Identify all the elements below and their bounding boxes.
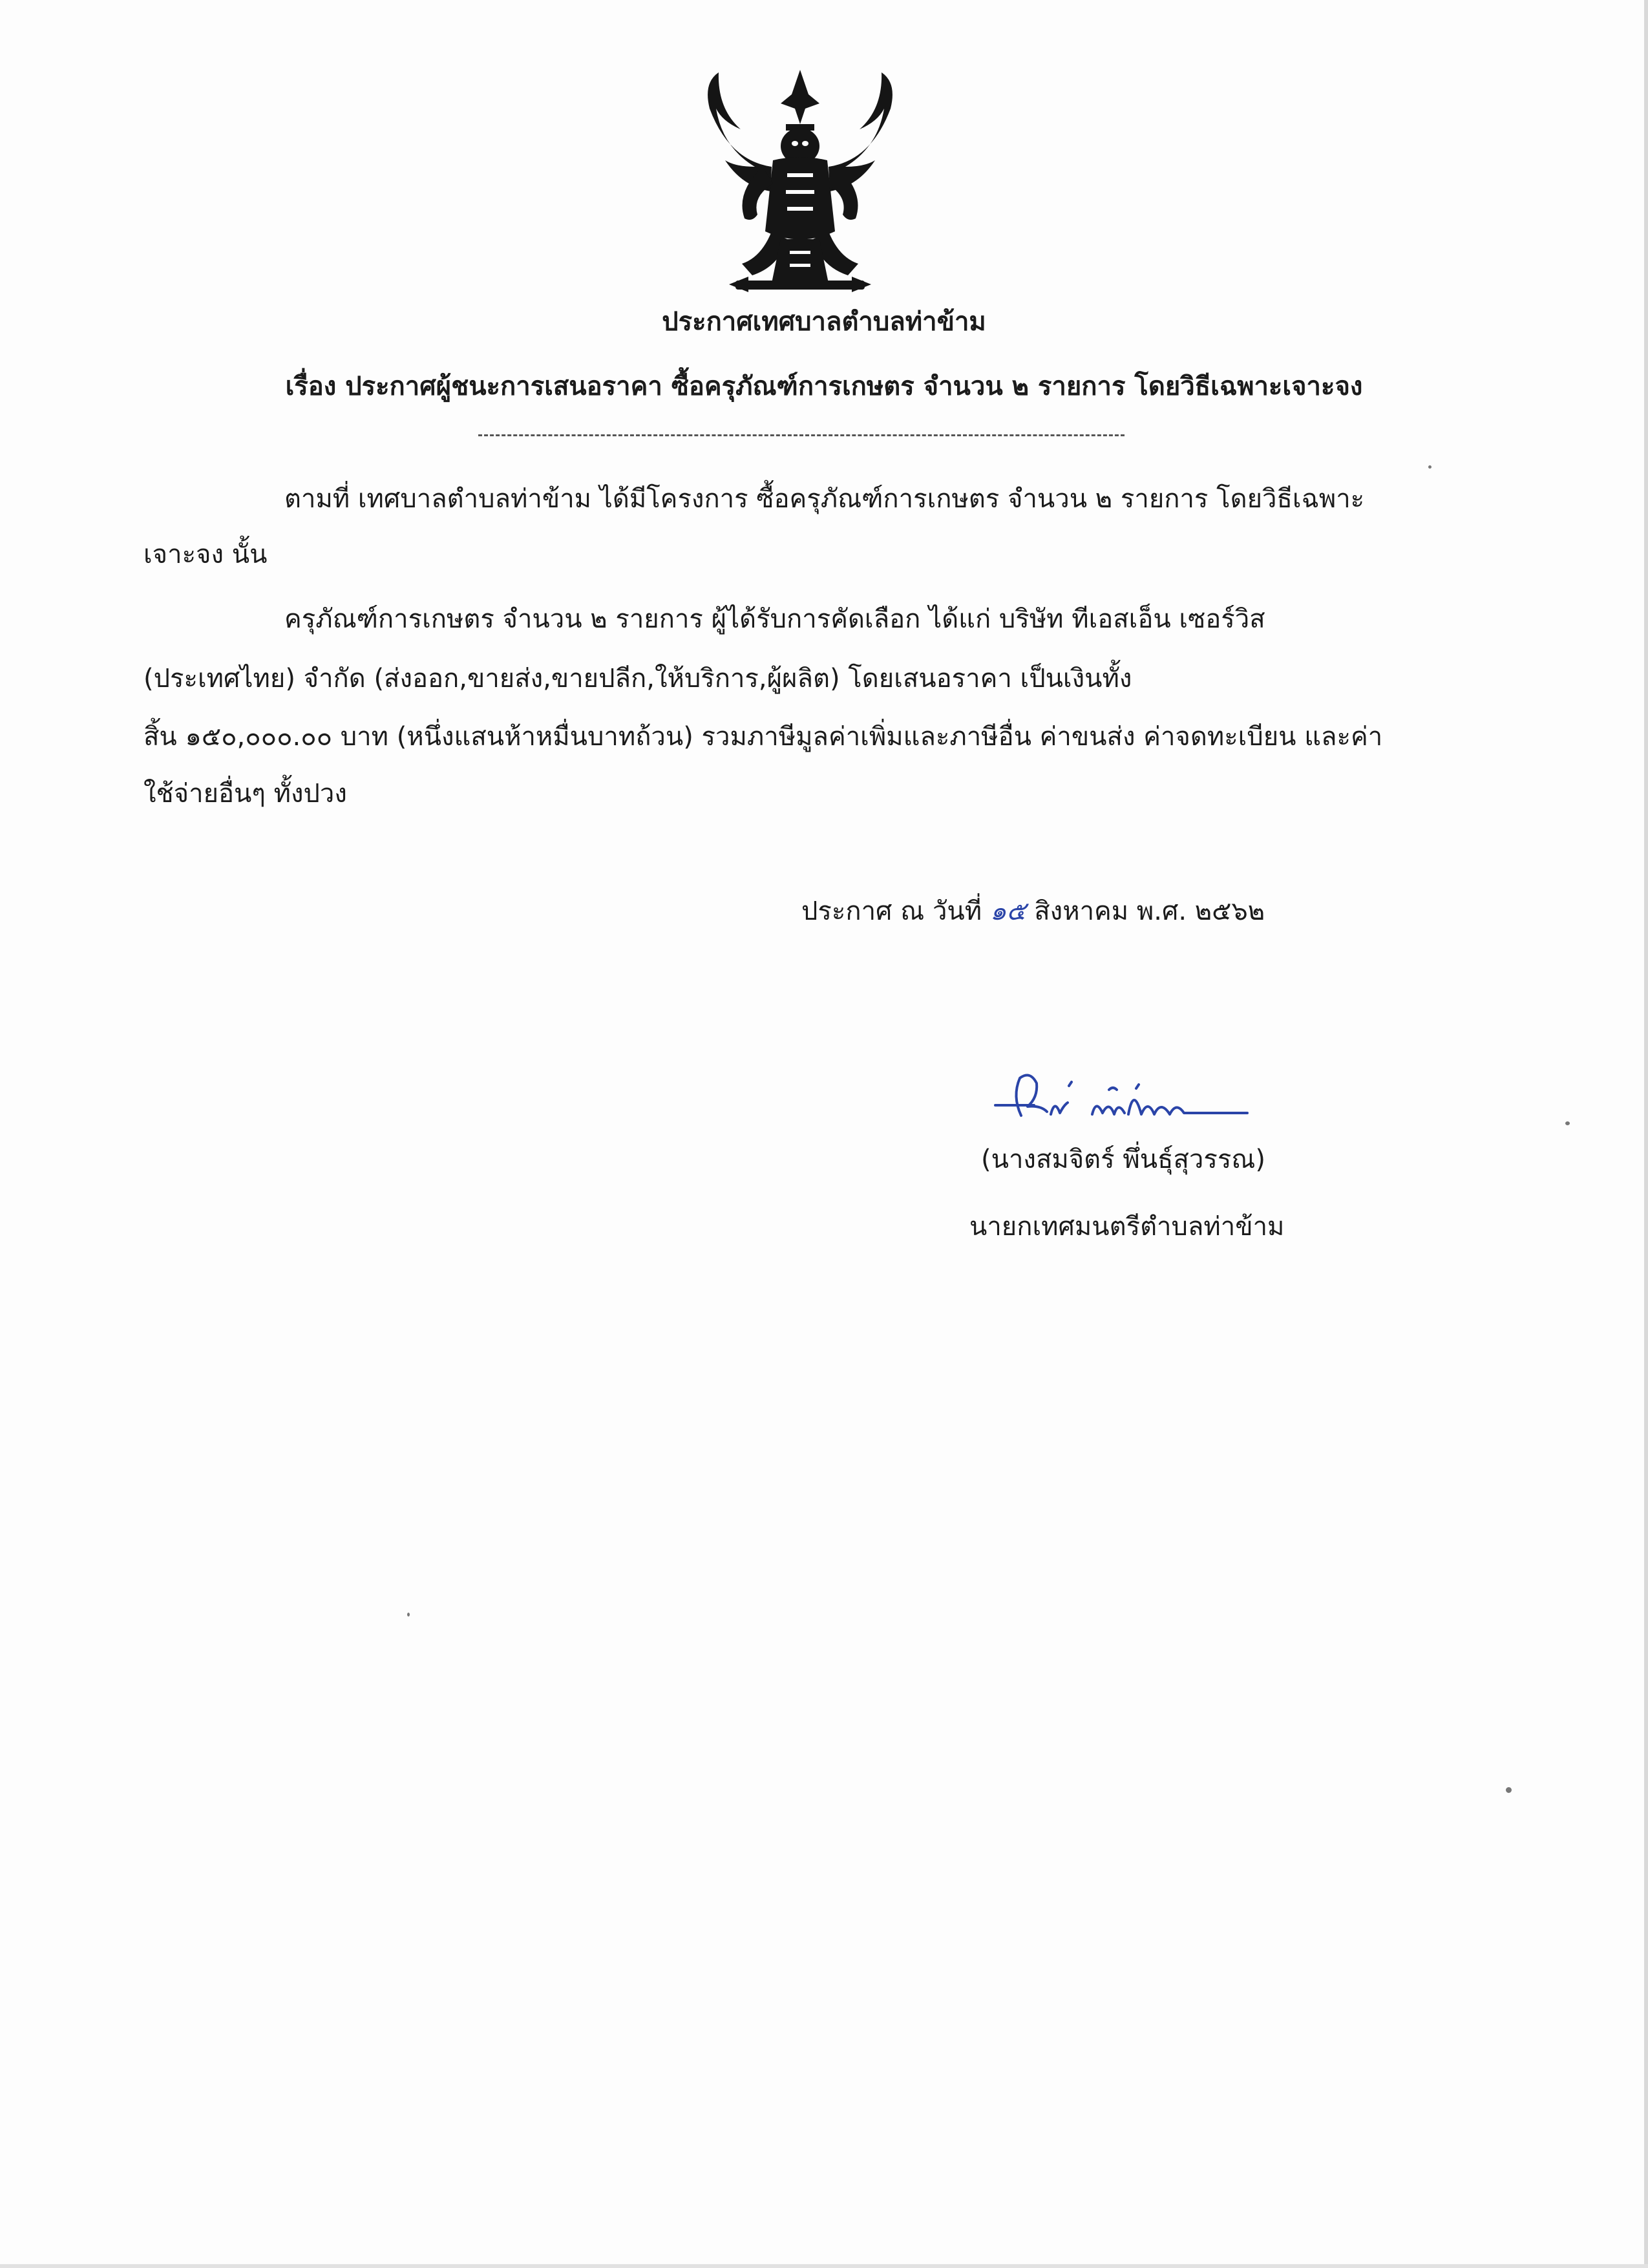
- subject-line: เรื่อง ประกาศผู้ชนะการเสนอราคา ซื้อครุภัณฑ์การเกษตร จำนวน ๒ รายการ โดยวิธีเฉพาะเจาะจง: [285, 372, 1363, 401]
- date-month-year: สิงหาคม พ.ศ. ๒๕๖๒: [1034, 896, 1265, 926]
- paragraph-2-line-3: สิ้น ๑๕๐,๐๐๐.๐๐ บาท (หนึ่งแสนห้าหมื่นบาทถ้วน) รวมภาษีมูลค่าเพิ่มและภาษีอื่น ค่าขนส่ง ค่าจดทะเบียน และค่า: [143, 722, 1383, 752]
- announcement-date: [801, 898, 1265, 924]
- scan-edge-bottom: [0, 2264, 1648, 2268]
- paragraph-1-line-2: เจาะจง นั้น: [143, 540, 268, 569]
- paragraph-2-line-2: (ประเทศไทย) จำกัด (ส่งออก,ขายส่ง,ขายปลีก,ให้บริการ,ผู้ผลิต) โดยเสนอราคา เป็นเงินทั้ง: [143, 664, 1132, 694]
- org-title: ประกาศเทศบาลตำบลท่าข้าม: [662, 307, 986, 337]
- scan-edge-right: [1644, 0, 1648, 2268]
- scan-speck: [407, 1613, 410, 1616]
- date-day-handwritten: ๑๕: [989, 896, 1026, 926]
- scan-speck: [1506, 1787, 1512, 1793]
- paragraph-1-line-1: ตามที่ เทศบาลตำบลท่าข้าม ได้มีโครงการ ซื้อครุภัณฑ์การเกษตร จำนวน ๒ รายการ โดยวิธีเฉพาะ: [284, 484, 1365, 514]
- divider: [478, 434, 1125, 436]
- date-prefix: ประกาศ ณ วันที่: [801, 896, 982, 926]
- signature: [982, 1060, 1254, 1138]
- signatory-position: นายกเทศมนตรีตำบลท่าข้าม: [969, 1212, 1285, 1242]
- garuda-emblem-icon: [690, 70, 910, 296]
- scan-speck: [1428, 465, 1431, 469]
- paragraph-2-line-1: ครุภัณฑ์การเกษตร จำนวน ๒ รายการ ผู้ได้รับการคัดเลือก ได้แก่ บริษัท ทีเอสเอ็น เซอร์วิส: [284, 604, 1265, 634]
- scan-speck: [1565, 1121, 1570, 1125]
- signatory-name: (นางสมจิตร์ พึ่นธุ์สุวรรณ): [981, 1145, 1266, 1174]
- paragraph-2-line-4: ใช้จ่ายอื่นๆ ทั้งปวง: [143, 779, 347, 809]
